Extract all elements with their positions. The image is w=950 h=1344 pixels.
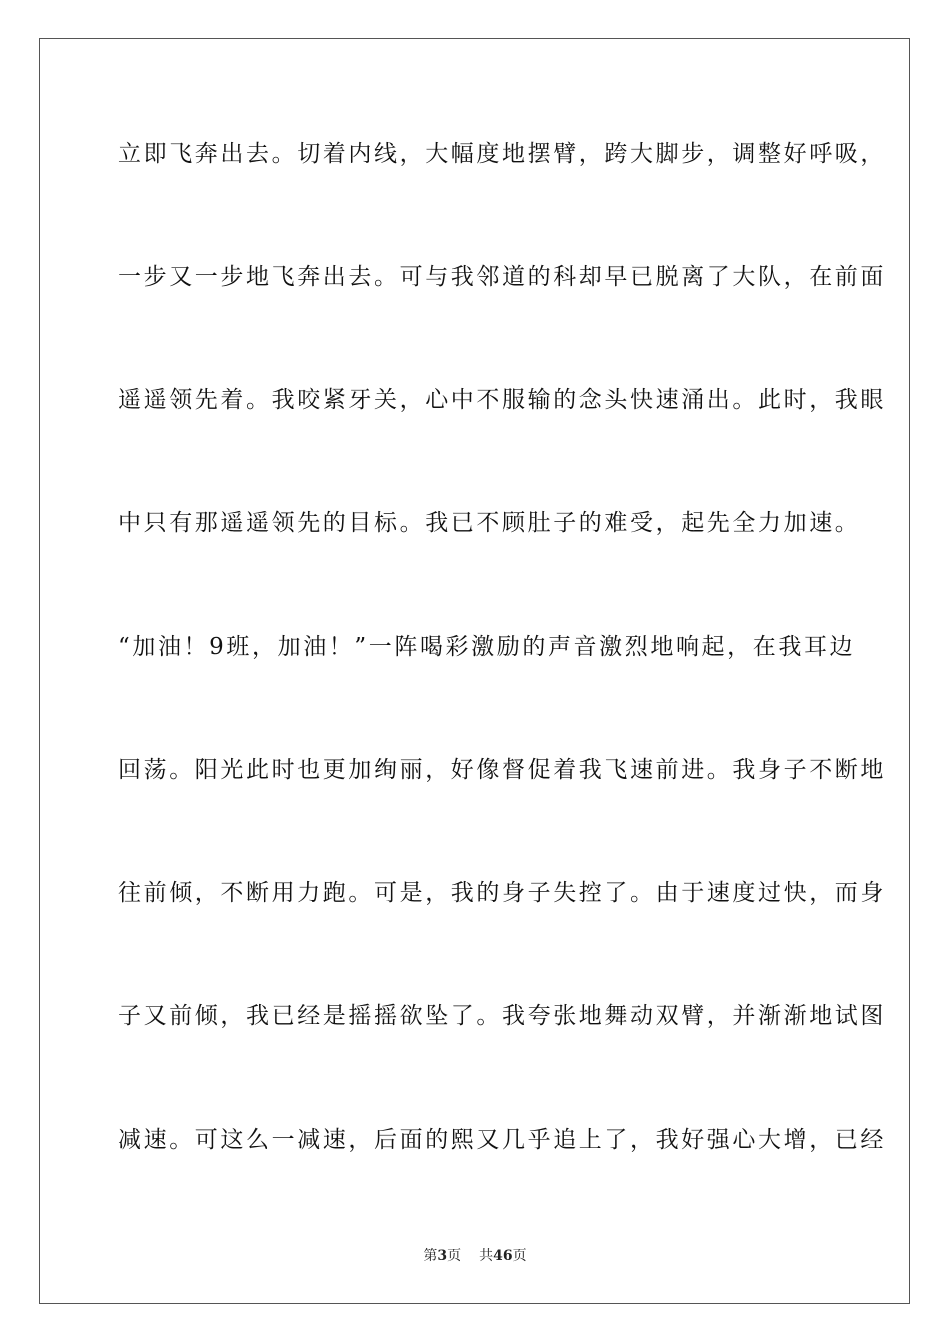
page-prefix: 第 (423, 1248, 438, 1264)
text-line: 一步又一步地飞奔出去。可与我邻道的科却早已脱离了大队，在前面 (118, 264, 886, 290)
total-prefix: 共 (479, 1248, 494, 1264)
page-footer (0, 1246, 950, 1266)
page-suffix: 页 (447, 1248, 462, 1264)
text-line: 遥遥领先着。我咬紧牙关，心中不服输的念头快速涌出。此时，我眼 (118, 387, 886, 413)
text-line: 立即飞奔出去。切着内线，大幅度地摆臂，跨大脚步，调整好呼吸， (118, 141, 886, 167)
text-line: 减速。可这么一减速，后面的熙又几乎追上了，我好强心大增，已经 (118, 1127, 886, 1153)
text-line: “加油！9班，加油！”一阵喝彩激励的声音激烈地响起，在我耳边 (118, 634, 856, 660)
text-line: 往前倾，不断用力跑。可是，我的身子失控了。由于速度过快，而身 (118, 880, 886, 906)
page-border (39, 38, 910, 1304)
text-line: 中只有那遥遥领先的目标。我已不顾肚子的难受，起先全力加速。 (118, 510, 861, 536)
text-line: 回荡。阳光此时也更加绚丽，好像督促着我飞速前进。我身子不断地 (118, 757, 886, 783)
text-line: 子又前倾，我已经是摇摇欲坠了。我夸张地舞动双臂，并渐渐地试图 (118, 1003, 886, 1029)
total-pages: 46 (493, 1248, 513, 1264)
page-number: 3 (437, 1248, 448, 1264)
total-suffix: 页 (512, 1248, 527, 1264)
